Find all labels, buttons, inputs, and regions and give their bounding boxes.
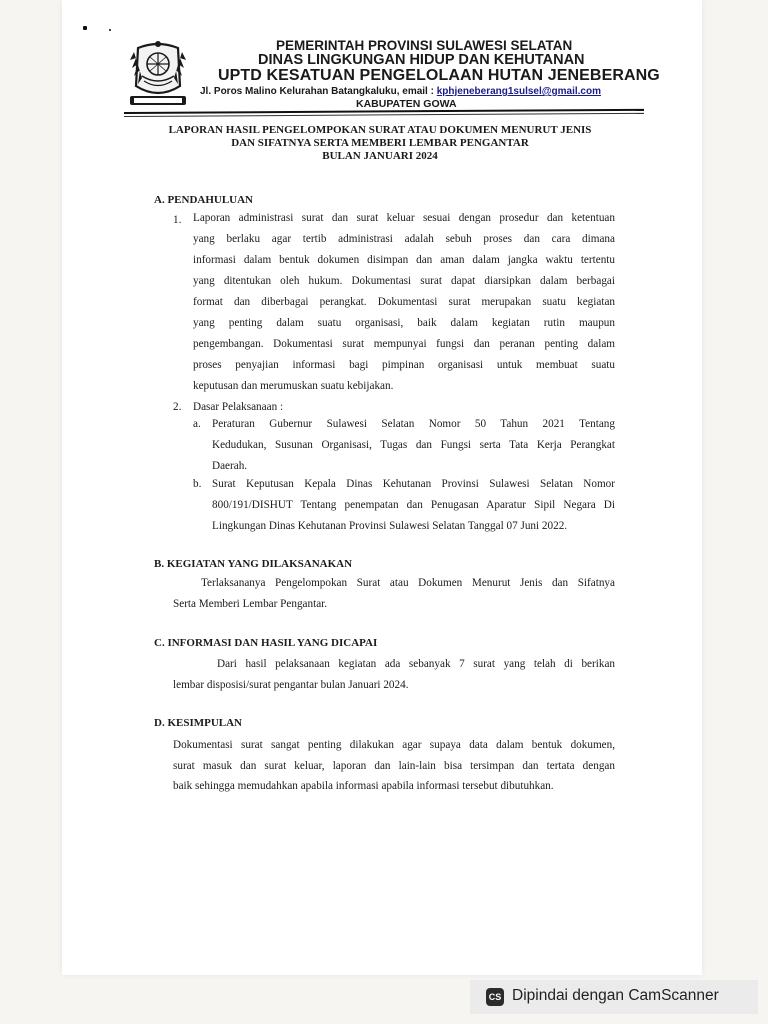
address-text: Jl. Poros Malino Kelurahan Batangkaluku, email : (200, 86, 437, 97)
report-title-line-1: LAPORAN HASIL PENGELOMPOKAN SURAT ATAU DOKUMEN MENURUT JENIS (168, 124, 592, 136)
item-1-line: Laporan administrasi surat dan surat keluar sesuai dengan prosedur dan ketentuan (193, 212, 615, 224)
sub-item-a-letter: a. (193, 418, 201, 430)
letterhead-government: PEMERINTAH PROVINSI SULAWESI SELATAN (276, 38, 573, 53)
section-d-line: surat masuk dan surat keluar, laporan dan lain-lain bisa tersimpan dan tertata dengan (173, 760, 615, 772)
sub-item-b-letter: b. (193, 478, 202, 490)
section-a-heading: A. PENDAHULUAN (154, 194, 253, 206)
item-1-line: yang ditentukan oleh hukum. Dokumentasi surat dapat diarsipkan dalam berbagai (193, 275, 615, 287)
section-c-line: Dari hasil pelaksanaan kegiatan ada sebanyak 7 surat yang telah di berikan (217, 658, 615, 670)
item-1-line: yang berlaku agar tertib administrasi adalah sebuh proses dan cara dimana (193, 233, 615, 245)
section-d-heading: D. KESIMPULAN (154, 717, 243, 729)
letterhead-regency: KABUPATEN GOWA (356, 98, 457, 110)
item-1-number: 1. (173, 214, 182, 226)
letterhead-unit: UPTD KESATUAN PENGELOLAAN HUTAN JENEBERANG (218, 67, 660, 84)
email-link[interactable]: kphjeneberang1sulsel@gmail.com (436, 86, 601, 97)
item-1-line: keputusan dan merumuskan suatu kebijakan. (193, 380, 394, 392)
south-sulawesi-emblem-icon (128, 40, 188, 112)
section-b-line: Serta Memberi Lembar Pengantar. (173, 598, 328, 610)
section-d-line: baik sehingga memudahkan apabila informasi apabila informasi tersebut dibutuhkan. (173, 780, 554, 792)
report-title-line-2: DAN SIFATNYA SERTA MEMBERI LEMBAR PENGANTAR (231, 137, 529, 149)
section-b-heading: B. KEGIATAN YANG DILAKSANAKAN (154, 558, 353, 570)
sub-item-b-line: 800/191/DISHUT Tentang penempatan dan Penugasan Aparatur Sipil Negara Di (212, 499, 615, 511)
section-c-line: lembar disposisi/surat pengantar bulan Januari 2024. (173, 679, 409, 691)
watermark-text: Dipindai dengan CamScanner (512, 987, 719, 1004)
sub-item-a-line: Daerah. (212, 460, 248, 472)
item-1-line: format dan diberbagai perangkat. Dokumentasi surat merupakan suatu kegiatan (193, 296, 615, 308)
sub-item-b-line: Surat Keputusan Kepala Dinas Kehutanan Provinsi Sulawesi Selatan Nomor (212, 478, 615, 490)
section-b-line: Terlaksananya Pengelompokan Surat atau Dokumen Menurut Jenis dan Sifatnya (201, 577, 615, 589)
item-1-line: proses penyajian informasi bagi pimpinan organisasi untuk membuat suatu (193, 359, 615, 371)
item-1-line: informasi dalam bentuk dokumen disimpan dan aman dalam jangka waktu tertentu (193, 254, 615, 266)
item-2-label: Dasar Pelaksanaan : (193, 401, 284, 413)
scan-speck (109, 29, 111, 31)
letterhead-agency: DINAS LINGKUNGAN HIDUP DAN KEHUTANAN (258, 52, 585, 68)
sub-item-a-line: Kedudukan, Susunan Organisasi, Tugas dan Fungsi serta Tata Kerja Perangkat (212, 439, 615, 451)
camscanner-icon: CS (486, 988, 504, 1006)
section-d-line: Dokumentasi surat sangat penting dilakukan agar supaya data dalam bentuk dokumen, (173, 739, 615, 751)
item-2-number: 2. (173, 401, 182, 413)
section-c-heading: C. INFORMASI DAN HASIL YANG DICAPAI (154, 637, 378, 649)
report-title-line-3: BULAN JANUARI 2024 (322, 150, 438, 162)
item-1-line: yang penting dalam suatu organisasi, baik dalam kegiatan rutin maupun (193, 317, 615, 329)
scanner-watermark (470, 980, 758, 1014)
item-1-line: pengembangan. Dokumentasi surat mempunyai fungsi dan peranan penting dalam (193, 338, 615, 350)
sub-item-b-line: Lingkungan Dinas Kehutanan Provinsi Sulawesi Selatan Tanggal 07 Juni 2022. (212, 520, 568, 532)
scan-speck (83, 26, 87, 30)
letterhead-address (200, 86, 601, 97)
sub-item-a-line: Peraturan Gubernur Sulawesi Selatan Nomor 50 Tahun 2021 Tentang (212, 418, 615, 430)
